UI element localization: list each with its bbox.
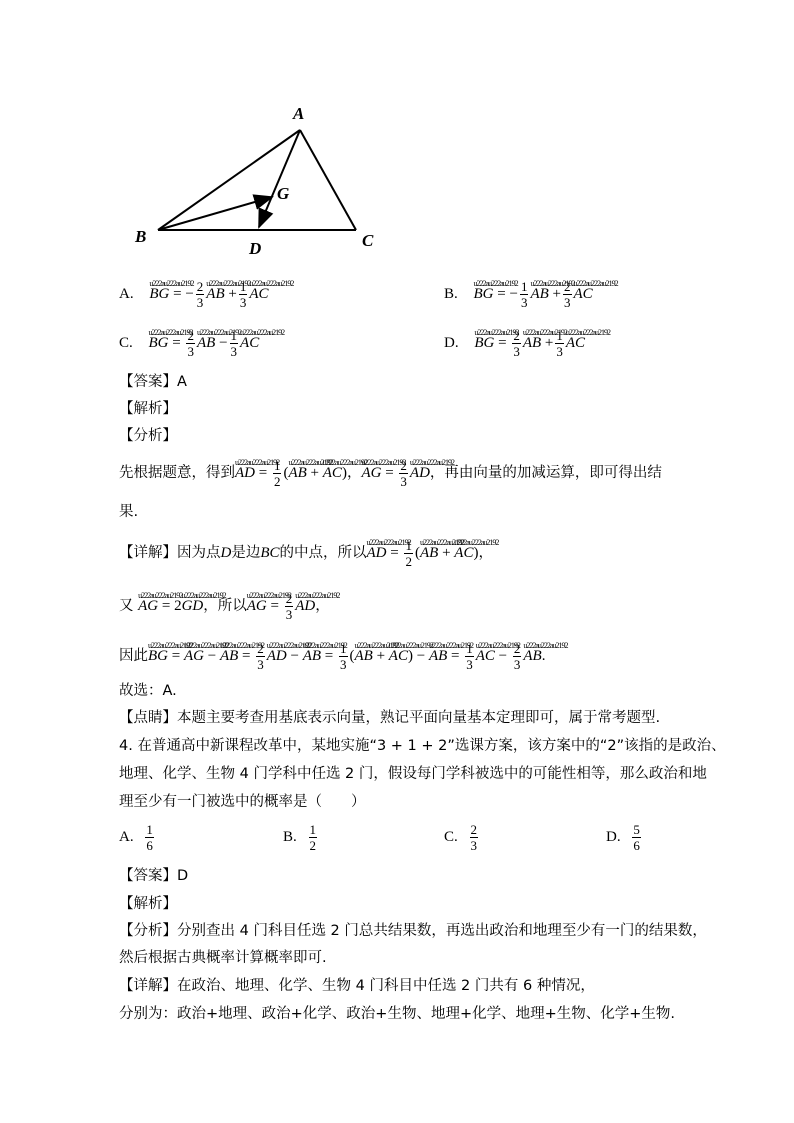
vector-lhs: u222au222au2192 BG xyxy=(474,284,494,304)
label-D: D xyxy=(249,239,262,258)
option-q4-D xyxy=(606,822,643,853)
denominator: 3 xyxy=(520,295,528,310)
fraction xyxy=(470,822,479,853)
option-q4-C xyxy=(444,822,480,853)
text: 是边 xyxy=(231,544,261,561)
option-letter: D. xyxy=(444,334,459,351)
option-letter: B. xyxy=(283,828,297,845)
fraction xyxy=(632,822,641,853)
q4-fenxi-line2: 然后根据古典概率计算概率即可. xyxy=(119,950,327,966)
label-C: C xyxy=(362,231,374,250)
q3-fenxi-line2: 果. xyxy=(119,504,139,520)
vector: u222au222au2192 AC xyxy=(240,333,259,353)
sign: − xyxy=(509,285,518,302)
q3-answer: 【答案】A xyxy=(119,374,187,390)
denominator: 2 xyxy=(309,838,317,853)
symbol: BC xyxy=(260,544,280,561)
label-G: G xyxy=(277,184,290,203)
vector-lhs: u222au222au2192 BG xyxy=(149,333,169,353)
vector-lhs: u222au222au2192 BG xyxy=(474,333,494,353)
label: 【详解】 xyxy=(119,978,177,994)
side-AC xyxy=(300,130,356,230)
label: 【分析】 xyxy=(119,923,177,939)
q4-fenxi-line1 xyxy=(119,921,707,941)
q4-detail-line1 xyxy=(119,976,595,996)
q4-answer: 【答案】D xyxy=(119,868,189,884)
vector: u222au222au2192 AB xyxy=(523,333,541,353)
text: 本题主要考查用基底表示向量，熟记平面向量基本定理即可，属于常考题型. xyxy=(177,710,661,726)
fraction xyxy=(520,279,529,310)
denominator: 6 xyxy=(633,838,640,853)
text: 在政治、地理、化学、生物 4 门科目中任选 2 门共有 6 种情况， xyxy=(177,978,595,994)
numerator: 1 xyxy=(230,328,238,343)
fraction xyxy=(309,822,318,853)
vector: u222au222au2192 AB xyxy=(530,284,548,304)
numerator: 1 xyxy=(146,822,153,837)
denominator: 3 xyxy=(187,344,194,359)
vector: u222au222au2192 AB xyxy=(197,333,215,353)
option-letter: A. xyxy=(119,828,134,845)
q3-detail-line1: 【详解】因为点D是边BC的中点，所以u222au222au2192 AD = $\frac{1}{2}$ (u222au222au2192 AB + u222au222au2192 AC)， xyxy=(119,538,493,569)
vector: u222au222au2192 AC xyxy=(249,284,268,304)
numerator: 2 xyxy=(564,279,571,294)
numerator: 2 xyxy=(470,822,478,837)
label-A: A xyxy=(293,104,305,123)
text: 又 xyxy=(119,597,134,614)
label-B: B xyxy=(135,227,147,246)
q4-stem-line2: 地理、化学、生物 4 门学科中任选 2 门，假设每门学科被选中的可能性相等，那么政治和地 xyxy=(119,766,707,782)
option-letter: C. xyxy=(119,334,133,351)
option-letter: B. xyxy=(444,285,458,302)
triangle-figure xyxy=(120,96,400,266)
text: ，再由向量的加减运算，即可得出结 xyxy=(429,464,662,481)
numerator: 5 xyxy=(633,822,640,837)
sign: + xyxy=(544,334,554,351)
option-q3-C: C. u222au222au2192 BG = $\frac{2}{3}$ u222au222au2192 AB − $\frac{1}{3}$ u222au222au2192 AC xyxy=(119,328,259,359)
text: 因此 xyxy=(119,647,148,664)
q4-stem-line1: 4. 在普通高中新课程改革中，某地实施“3 + 1 + 2”选课方案，该方案中的“2”该指的是政治、 xyxy=(119,738,726,754)
text: 因为点 xyxy=(177,544,221,561)
fraction xyxy=(145,822,154,853)
option-q3-B: B. u222au222au2192 BG = − $\frac{1}{3}$ u222au222au2192 AB + $\frac{2}{3}$ u222au222au2192 AC xyxy=(444,279,593,310)
option-letter: A. xyxy=(119,285,134,302)
q4-analysis-label: 【解析】 xyxy=(119,896,177,912)
q3-fenxi-label: 【分析】 xyxy=(119,428,177,444)
vector: u222au222au2192 AB xyxy=(206,284,224,304)
numerator: 2 xyxy=(196,279,204,294)
q4-detail-line2: 分别为：政治+地理、政治+化学、政治+生物、地理+化学、地理+生物、化学+生物. xyxy=(119,1006,676,1022)
text: 分别查出 4 门科目任选 2 门总共结果数，再选出政治和地理至少有一门的结果数， xyxy=(177,923,707,939)
option-q3-A: A. u222au222au2192 BG = − $\frac{2}{3}$ u222au222au2192 AB + $\frac{1}{3}$ u222au222au2192 AC xyxy=(119,279,269,310)
vector-lhs: u222au222au2192 BG xyxy=(149,284,169,304)
fraction xyxy=(196,279,205,310)
option-q4-A xyxy=(119,822,156,853)
option-q4-B xyxy=(283,822,319,853)
label: 【详解】 xyxy=(119,544,177,561)
q3-detail-line3: 因此u222au222au2192 BG = u222au222au2192 AG − u222au222au2192 AB = $\frac{2}{3}$ u222au222au2192 AD − u222au222au2192 AB = $\frac{1}{3}$ (u222au222au2192 AB + u222au222au2192 AC) − u222au222au2192 AB = $\frac{1}{3}$ u222au222au2192 AC − $\frac{2}{3}$ u222au222au2192 AB. xyxy=(119,641,545,672)
denominator: 3 xyxy=(196,295,204,310)
text: ，所以 xyxy=(203,597,247,614)
sign: − xyxy=(219,334,228,351)
q3-fenxi-line1: 先根据题意，得到u222au222au2192 AD = $\frac{1}{2}$ (u222au222au2192 AB + u222au222au2192 AC)，u222au222au2192 AG = $\frac{2}{3}$ u222au222au2192 AD，再由向量的加减运算，即可得出结 xyxy=(119,458,662,489)
numerator: 1 xyxy=(309,822,317,837)
denominator: 3 xyxy=(470,838,478,853)
denominator: 6 xyxy=(146,838,153,853)
vector: u222au222au2192 AC xyxy=(574,284,593,304)
option-letter: C. xyxy=(444,828,458,845)
numerator: 1 xyxy=(239,279,247,294)
sign: + xyxy=(552,285,561,302)
q3-detail-line2: 又 u222au222au2192 AG = 2u222au222au2192 GD，所以u222au222au2192 AG = $\frac{2}{3}$ u222au222au2192 AD， xyxy=(119,591,330,622)
sign: − xyxy=(185,285,194,302)
numerator: 2 xyxy=(513,328,520,343)
text: 先根据题意，得到 xyxy=(119,464,235,481)
denominator: 3 xyxy=(230,344,238,359)
q3-choose: 故选：A. xyxy=(119,683,177,699)
sign: + xyxy=(228,285,237,302)
denominator: 3 xyxy=(556,344,563,359)
q3-analysis-label: 【解析】 xyxy=(119,401,177,417)
numerator: 1 xyxy=(556,328,563,343)
label: 【点睛】 xyxy=(119,710,177,726)
text: 的中点，所以 xyxy=(279,544,367,561)
q3-comment xyxy=(119,708,660,728)
denominator: 3 xyxy=(564,295,571,310)
denominator: 3 xyxy=(239,295,247,310)
symbol: D xyxy=(220,544,232,561)
text: ， xyxy=(346,464,362,481)
option-q3-D: D. u222au222au2192 BG = $\frac{2}{3}$ u222au222au2192 AB + $\frac{1}{3}$ u222au222au2192 AC xyxy=(444,328,585,359)
option-letter: D. xyxy=(606,828,621,845)
vector-BG xyxy=(158,197,272,230)
numerator: 2 xyxy=(187,328,194,343)
numerator: 1 xyxy=(520,279,528,294)
q4-stem-line3: 理至少有一门被选中的概率是（ ） xyxy=(119,794,366,810)
denominator: 3 xyxy=(513,344,520,359)
vector: u222au222au2192 AC xyxy=(566,333,585,353)
